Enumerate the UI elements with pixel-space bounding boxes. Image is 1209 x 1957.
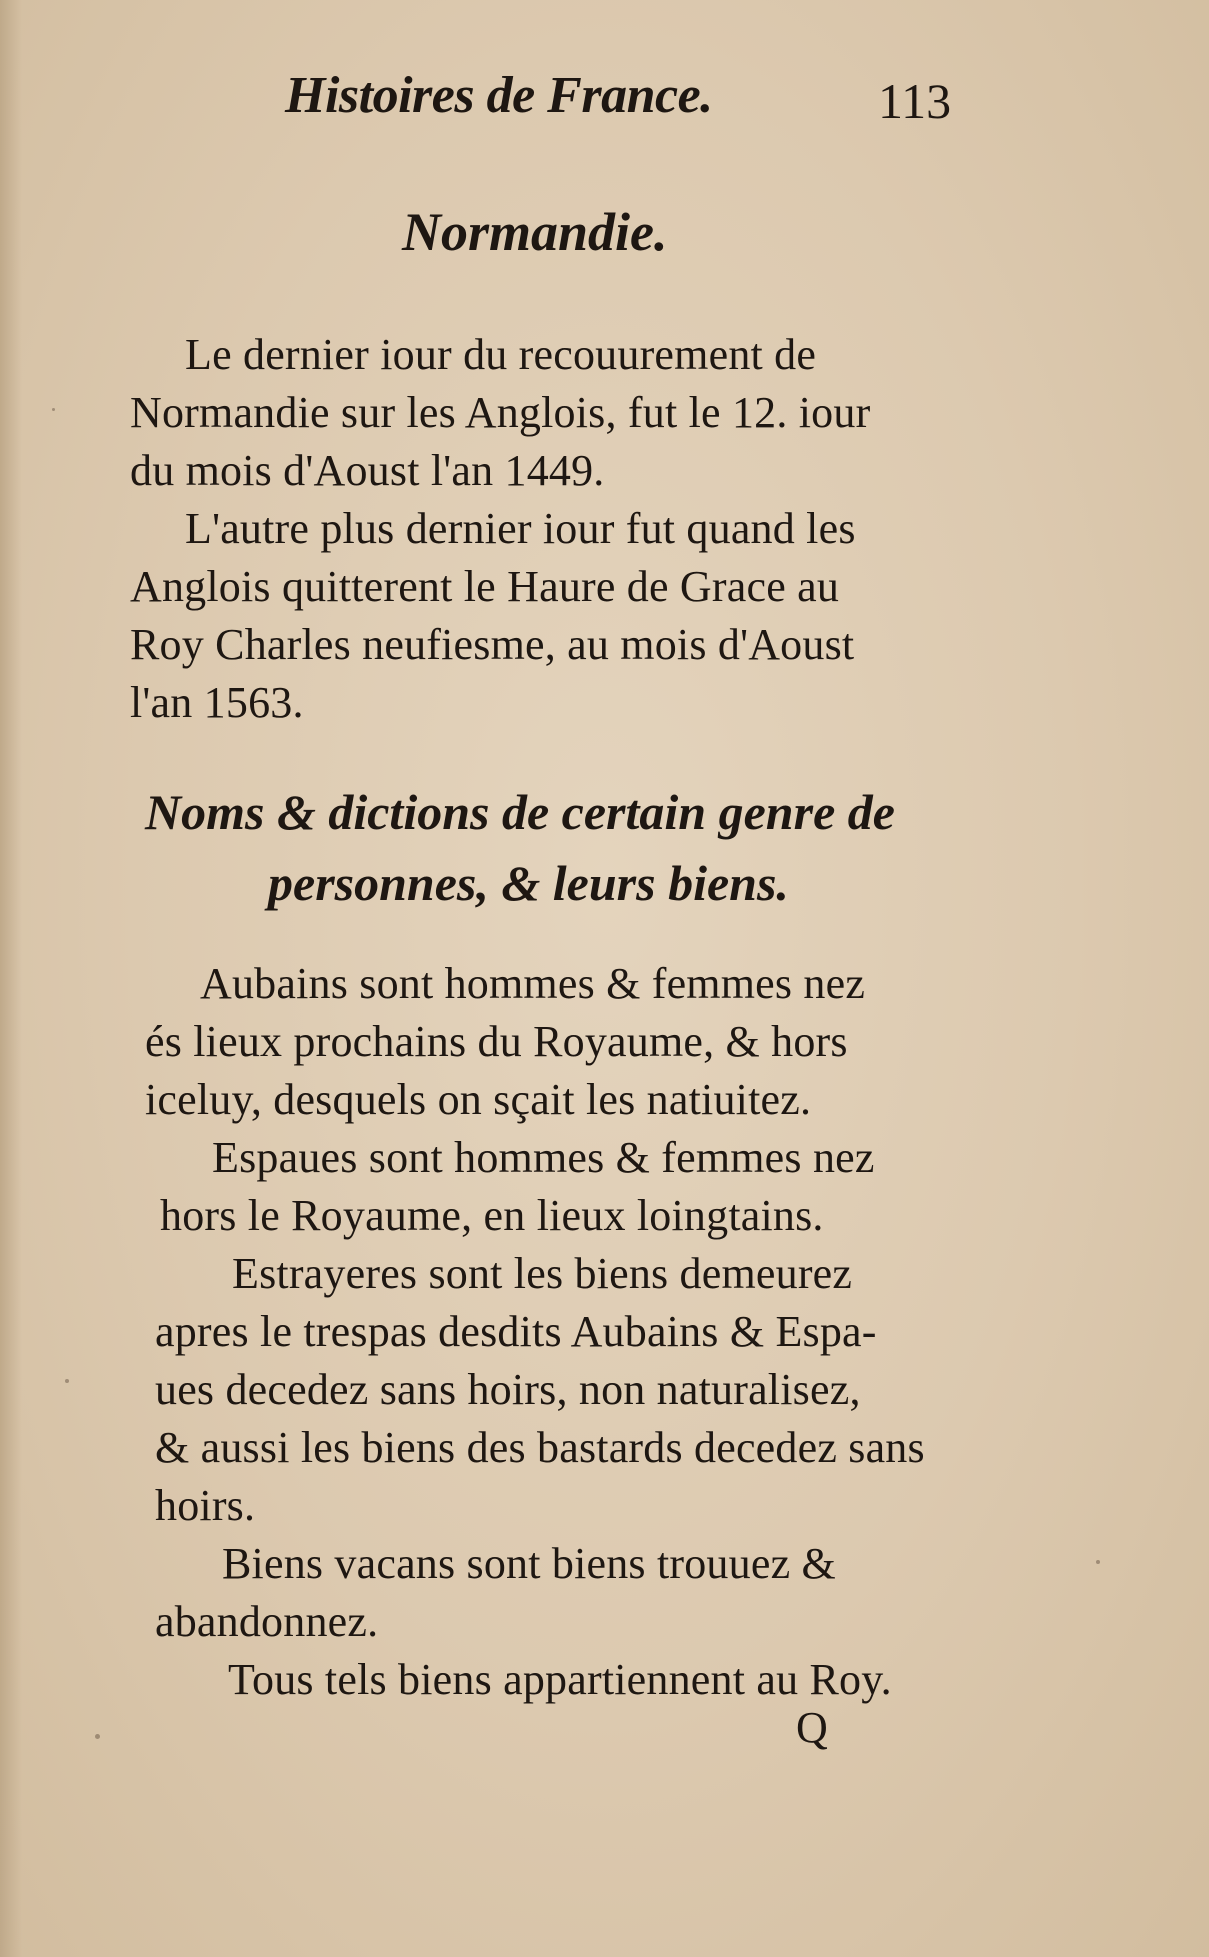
running-header-title: Histoires de France. (285, 67, 713, 124)
text-line: & aussi les biens des bastards decedez sans (155, 1423, 925, 1472)
text-line: Le dernier iour du recouurement de (185, 330, 817, 379)
text-line: és lieux prochains du Royaume, & hors (145, 1017, 848, 1066)
text-line: Aubains sont hommes & femmes nez (200, 959, 866, 1008)
text-line: Biens vacans sont biens trouuez & (222, 1539, 836, 1588)
text-line: apres le trespas desdits Aubains & Espa- (155, 1307, 877, 1356)
text-line: Tous tels biens appartiennent au Roy. (228, 1655, 892, 1704)
signature-mark: Q (796, 1703, 828, 1752)
paper-speck (65, 1379, 69, 1383)
text-line: ues decedez sans hoirs, non naturalisez, (155, 1365, 861, 1414)
section-heading-line: Noms & dictions de certain genre de (145, 784, 895, 840)
text-line: hors le Royaume, en lieux loingtains. (160, 1191, 824, 1240)
text-line: iceluy, desquels on sçait les natiuitez. (145, 1075, 812, 1124)
text-line: hoirs. (155, 1481, 256, 1530)
section-title-normandie: Normandie. (402, 202, 668, 262)
text-line: Anglois quitterent le Haure de Grace au (130, 562, 840, 611)
text-line: l'an 1563. (130, 678, 304, 727)
section-heading-line: personnes, & leurs biens. (268, 855, 789, 911)
page-number: 113 (878, 73, 952, 129)
text-line: Normandie sur les Anglois, fut le 12. iour (130, 388, 871, 437)
text-line: Espaues sont hommes & femmes nez (212, 1133, 875, 1182)
page-gutter-shadow (0, 0, 22, 1957)
text-line: Roy Charles neufiesme, au mois d'Aoust (130, 620, 855, 669)
text-line: du mois d'Aoust l'an 1449. (130, 446, 605, 495)
paper-speck (52, 408, 55, 411)
paper-speck (95, 1734, 100, 1739)
text-line: Estrayeres sont les biens demeurez (232, 1249, 853, 1298)
paper-speck (1096, 1560, 1100, 1564)
text-line: abandonnez. (155, 1597, 379, 1646)
text-line: L'autre plus dernier iour fut quand les (185, 504, 856, 553)
